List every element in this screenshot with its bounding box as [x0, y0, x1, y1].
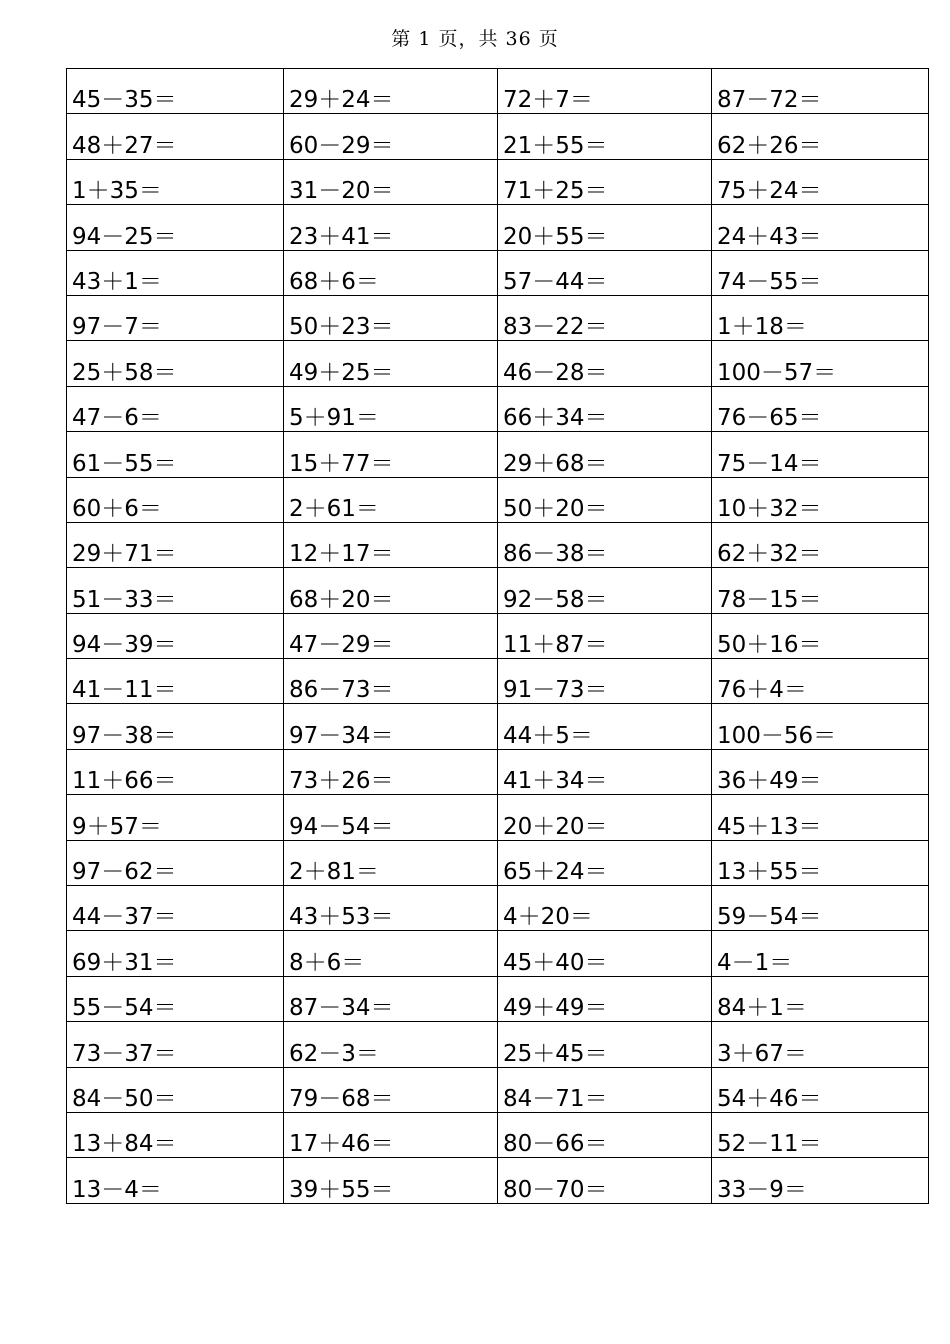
problem-cell: 47－6＝: [67, 386, 284, 431]
problem-cell: 20＋20＝: [498, 795, 712, 840]
problem-cell: 41＋34＝: [498, 749, 712, 794]
problem-cell: 62－3＝: [284, 1022, 498, 1067]
problem-cell: 73－37＝: [67, 1022, 284, 1067]
problem-cell: 29＋68＝: [498, 432, 712, 477]
problem-cell: 24＋43＝: [712, 205, 929, 250]
problem-cell: 20＋55＝: [498, 205, 712, 250]
problem-cell: 69＋31＝: [67, 931, 284, 976]
table-row: [67, 568, 929, 613]
problem-cell: 45＋40＝: [498, 931, 712, 976]
problem-cell: 68＋20＝: [284, 568, 498, 613]
problem-cell: 33－9＝: [712, 1158, 929, 1203]
problem-cell: 39＋55＝: [284, 1158, 498, 1203]
problem-cell: 62＋26＝: [712, 114, 929, 159]
problem-cell: 97－38＝: [67, 704, 284, 749]
table-row: [67, 69, 929, 114]
problem-cell: 84－50＝: [67, 1067, 284, 1112]
problem-cell: 54＋46＝: [712, 1067, 929, 1112]
problem-cell: 50＋20＝: [498, 477, 712, 522]
problem-cell: 4＋20＝: [498, 886, 712, 931]
problem-cell: 94－25＝: [67, 205, 284, 250]
problem-cell: 94－54＝: [284, 795, 498, 840]
problem-cell: 100－56＝: [712, 704, 929, 749]
problem-cell: 23＋41＝: [284, 205, 498, 250]
problem-cell: 65＋24＝: [498, 840, 712, 885]
worksheet-body: [67, 69, 929, 1204]
problem-cell: 1＋18＝: [712, 295, 929, 340]
problem-cell: 29＋24＝: [284, 69, 498, 114]
problem-cell: 11＋87＝: [498, 613, 712, 658]
problem-cell: 87－72＝: [712, 69, 929, 114]
problem-cell: 91－73＝: [498, 659, 712, 704]
table-row: [67, 341, 929, 386]
problem-cell: 49＋25＝: [284, 341, 498, 386]
problem-cell: 66＋34＝: [498, 386, 712, 431]
table-row: [67, 659, 929, 704]
problem-cell: 3＋67＝: [712, 1022, 929, 1067]
table-row: [67, 886, 929, 931]
problem-cell: 49＋49＝: [498, 976, 712, 1021]
problem-cell: 11＋66＝: [67, 749, 284, 794]
problem-cell: 68＋6＝: [284, 250, 498, 295]
problem-cell: 97－62＝: [67, 840, 284, 885]
table-row: [67, 432, 929, 477]
table-row: [67, 1112, 929, 1157]
problem-cell: 76＋4＝: [712, 659, 929, 704]
problem-cell: 80－70＝: [498, 1158, 712, 1203]
problem-cell: 45－35＝: [67, 69, 284, 114]
problem-cell: 9＋57＝: [67, 795, 284, 840]
problem-cell: 43＋1＝: [67, 250, 284, 295]
problem-cell: 13＋84＝: [67, 1112, 284, 1157]
problem-cell: 13＋55＝: [712, 840, 929, 885]
table-row: [67, 976, 929, 1021]
problem-cell: 97－7＝: [67, 295, 284, 340]
table-row: [67, 1158, 929, 1203]
page-number-header: 第 1 页，共 36 页: [391, 28, 559, 50]
problem-cell: 75－14＝: [712, 432, 929, 477]
problem-cell: 12＋17＝: [284, 522, 498, 567]
problem-cell: 72＋7＝: [498, 69, 712, 114]
problem-cell: 2＋61＝: [284, 477, 498, 522]
table-row: [67, 114, 929, 159]
problem-cell: 29＋71＝: [67, 522, 284, 567]
problem-cell: 41－11＝: [67, 659, 284, 704]
table-row: [67, 477, 929, 522]
table-row: [67, 749, 929, 794]
problem-cell: 51－33＝: [67, 568, 284, 613]
problem-cell: 48＋27＝: [67, 114, 284, 159]
problem-cell: 60＋6＝: [67, 477, 284, 522]
table-row: [67, 159, 929, 204]
problem-cell: 78－15＝: [712, 568, 929, 613]
problem-cell: 45＋13＝: [712, 795, 929, 840]
problem-cell: 86－73＝: [284, 659, 498, 704]
problem-cell: 2＋81＝: [284, 840, 498, 885]
problem-cell: 44＋5＝: [498, 704, 712, 749]
table-row: [67, 840, 929, 885]
problem-cell: 79－68＝: [284, 1067, 498, 1112]
table-row: [67, 386, 929, 431]
table-row: [67, 613, 929, 658]
table-row: [67, 931, 929, 976]
problem-cell: 1＋35＝: [67, 159, 284, 204]
problem-cell: 61－55＝: [67, 432, 284, 477]
table-row: [67, 295, 929, 340]
table-row: [67, 522, 929, 567]
problem-cell: 10＋32＝: [712, 477, 929, 522]
problem-cell: 43＋53＝: [284, 886, 498, 931]
problem-cell: 71＋25＝: [498, 159, 712, 204]
table-row: [67, 704, 929, 749]
problem-cell: 92－58＝: [498, 568, 712, 613]
problem-cell: 13－4＝: [67, 1158, 284, 1203]
table-row: [67, 250, 929, 295]
table-row: [67, 795, 929, 840]
problem-cell: 52－11＝: [712, 1112, 929, 1157]
problem-cell: 8＋6＝: [284, 931, 498, 976]
problem-cell: 31－20＝: [284, 159, 498, 204]
table-row: [67, 1022, 929, 1067]
problem-cell: 87－34＝: [284, 976, 498, 1021]
problem-cell: 76－65＝: [712, 386, 929, 431]
problem-cell: 50＋16＝: [712, 613, 929, 658]
problem-cell: 59－54＝: [712, 886, 929, 931]
problem-cell: 73＋26＝: [284, 749, 498, 794]
problem-cell: 46－28＝: [498, 341, 712, 386]
table-row: [67, 205, 929, 250]
problem-cell: 100－57＝: [712, 341, 929, 386]
problem-cell: 36＋49＝: [712, 749, 929, 794]
problem-cell: 74－55＝: [712, 250, 929, 295]
problem-cell: 4－1＝: [712, 931, 929, 976]
problem-cell: 44－37＝: [67, 886, 284, 931]
problem-cell: 21＋55＝: [498, 114, 712, 159]
problem-cell: 25＋45＝: [498, 1022, 712, 1067]
problem-cell: 55－54＝: [67, 976, 284, 1021]
table-row: [67, 1067, 929, 1112]
arithmetic-worksheet-table: [66, 68, 929, 1204]
problem-cell: 97－34＝: [284, 704, 498, 749]
problem-cell: 62＋32＝: [712, 522, 929, 567]
problem-cell: 84＋1＝: [712, 976, 929, 1021]
problem-cell: 60－29＝: [284, 114, 498, 159]
problem-cell: 17＋46＝: [284, 1112, 498, 1157]
problem-cell: 80－66＝: [498, 1112, 712, 1157]
problem-cell: 94－39＝: [67, 613, 284, 658]
problem-cell: 25＋58＝: [67, 341, 284, 386]
problem-cell: 15＋77＝: [284, 432, 498, 477]
problem-cell: 47－29＝: [284, 613, 498, 658]
problem-cell: 75＋24＝: [712, 159, 929, 204]
problem-cell: 50＋23＝: [284, 295, 498, 340]
problem-cell: 84－71＝: [498, 1067, 712, 1112]
problem-cell: 5＋91＝: [284, 386, 498, 431]
problem-cell: 83－22＝: [498, 295, 712, 340]
problem-cell: 57－44＝: [498, 250, 712, 295]
problem-cell: 86－38＝: [498, 522, 712, 567]
